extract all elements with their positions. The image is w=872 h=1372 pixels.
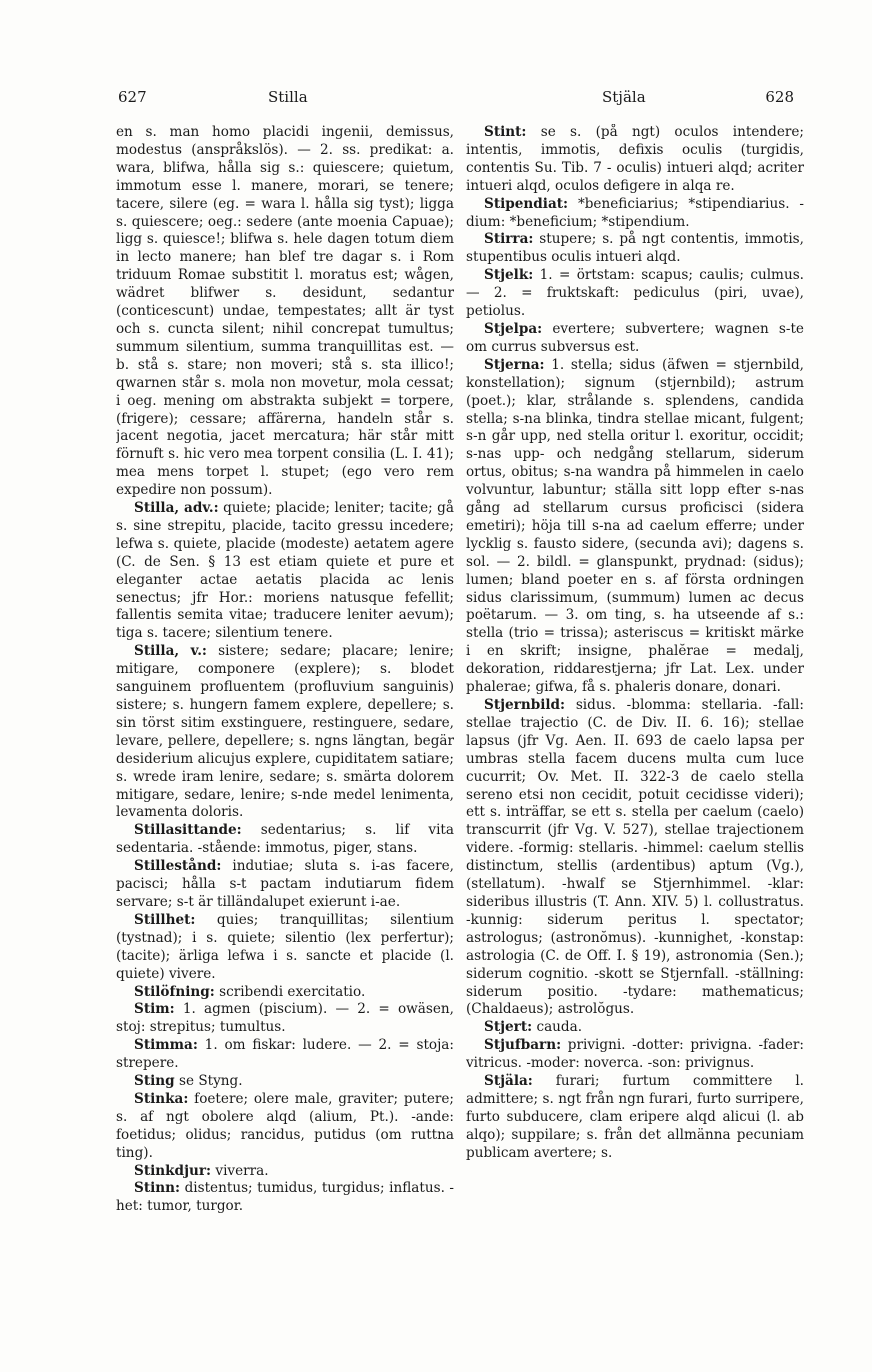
dictionary-entry: [466, 267, 804, 321]
entry-definition: sistere; sedare; placare; lenire; mitigare, componere (explere); s. blodet sanguinem profluentem (profluvium sanguinis) sistere; s. hungern famem explere, depellere; s. sin törst sitim exstinguere, restinguere, sedare, levare, pellere, depellere; s. ngns längtan, begär desiderium alicujus explere, cupiditatem satiare; s. wrede iram lenire, sedare; s. smärta dolorem mitigare, sedare, lenire; s-nde medel lenimenta, levamenta doloris.: [116, 643, 454, 821]
dictionary-entry: [116, 858, 454, 912]
entry-definition: 1. om fiskar: ludere. — 2. = stoja: strepere.: [116, 1037, 454, 1072]
entry-headword: Stjernbild:: [484, 697, 566, 713]
dictionary-entry: [116, 1073, 454, 1091]
entry-headword: Stilöfning:: [134, 983, 215, 1000]
entry-definition: en s. man homo placidi ingenii, demissus, modestus (anspråkslös). — 2. ss. predikat: a. wara, blifwa, hålla sig s.: quiescere; quietum, immotum esse l. manere, morari, se tenere; tacere, silere (eg. = wara l. hålla sig tyst); ligga s. quiescere; oeg.: sedere (ante moenia Capuae); ligg s. quiesce!; blifwa s. hele dagen totum diem in lecto manere; han blef tre dagar s. i Rom triduum Romae substitit l. moratus est; wågen, wädret blifwer s. desidunt, sedantur (conticescunt) undae, tempestates; allt är tyst och s. cuncta silent; nihil concrepat tumultus; summum silentium, summa tranquillitas est. — b. stå s. stare; non moveri; stå s. sta illico!; qwarnen står s. mola non movetur, mola cessat; i oeg. mening om abstrakta subjekt = torpere, (frigere); cessare; affärerna, handeln står s. jacent negotia, jacet mercatura; här står mitt förnuft s. hic vero mea torpent consilia (L. I. 41); mea mens torpet l. stupet; (ego vero rem expedire non possum).: [116, 124, 454, 499]
entry-headword: Stillasittande:: [134, 822, 242, 839]
dictionary-entry: [116, 1001, 454, 1037]
dictionary-entry: [466, 196, 804, 232]
entry-headword: Stillhet:: [134, 911, 196, 928]
dictionary-entry: [116, 912, 454, 984]
page-number-left: 627: [118, 88, 147, 106]
entry-headword: Stjelk:: [484, 267, 534, 284]
entry-headword: Stilla, adv.:: [134, 500, 219, 517]
dictionary-entry: [116, 500, 454, 643]
running-head-right: Stjäla: [602, 88, 646, 106]
dictionary-entry: [466, 321, 804, 357]
dictionary-entry: [116, 1180, 454, 1216]
entry-definition: viverra.: [215, 1162, 269, 1179]
entry-definition: evertere; subvertere; wagnen s-te om currus subversus est.: [466, 320, 804, 355]
entry-headword: Stinkdjur:: [134, 1162, 212, 1179]
entry-definition: cauda.: [536, 1019, 583, 1036]
entry-definition: quies; tranquillitas; silentium (tystnad); i s. quiete; silentio (lex perfertur); (tacite); ärliga lefwa i s. sancte et placide (l. quiete) vivere.: [116, 911, 454, 982]
entry-definition: sedentarius; s. lif vita sedentaria. -stående: immotus, piger, stans.: [116, 822, 454, 857]
dictionary-entry: [466, 1019, 804, 1037]
running-head-left: Stilla: [268, 88, 308, 106]
entry-headword: Sting: [134, 1073, 175, 1090]
entry-definition: 1. = örtstam: scapus; caulis; culmus. — 2. = fruktskaft: pediculus (piri, uvae), petiolus.: [466, 267, 804, 320]
entry-definition: *beneficiarius; *stipendiarius. -dium: *beneficium; *stipendium.: [466, 195, 804, 230]
entry-headword: Stjäla:: [484, 1073, 533, 1090]
entry-definition: 1. stella; sidus (äfwen = stjernbild, konstellation); signum (stjernbild); astrum (poet.); klar, strålande s. splendens, candida stella; s-na blinka, tindra stellae micant, fulgent; s-n går upp, ned stella oritur l. exoritur, occidit; s-nas upp- och nedgång stellarum, siderum ortus, obitus; s-na wandra på himmelen in caelo volvuntur, labuntur; ställa sitt lopp efter s-nas gång ad stellarum cursus proficisci (sidera emetiri); höja till s-na ad caelum efferre; under lycklig s. fausto sidere, (secunda avi); dagens s. sol. — 2. bildl. = glanspunkt, prydnad: (sidus); lumen; bland poeter en s. af första ordningen sidus clarissimum, (summum) lumen ac decus poëtarum. — 3. om ting, s. ha utseende af s.: stella (trio = trissa); asteriscus = kritiskt märke i en skrift; insigne, phalĕrae = medalj, dekoration, riddarestjerna; jfr Lat. Lex. under phalerae; gifwa, få s. phaleris donare, donari.: [466, 356, 804, 696]
entry-headword: Stjelpa:: [484, 320, 543, 337]
entry-definition: sidus. -blomma: stellaria. -fall: stellae trajectio (C. de Div. II. 6. 16); stellae lapsus (jfr Vg. Aen. II. 693 de caelo lapsa per umbras stella facem ducens multa cum luce cucurrit; Ov. Met. II. 322-3 de caelo stella sereno etsi non cecidit, potuit cecidisse videri); ett s. inträffar, se ett s. stella per caelum (caelo) transcurrit (jfr Vg. V. 527), stellae trajectionem videre. -formig: stellaris. -himmel: caelum stellis distinctum, stellis (ardentibus) aptum (Vg.), (stellatum). -hwalf se Stjernhimmel. -klar: sideribus illustris (T. Ann. XIV. 5) l. collustratus. -kunnig: siderum peritus l. spectator; astrologus; (astronŏmus). -kunnighet, -konstap: astrologia (C. de Off. I. § 19), astronomia (Sen.); siderum cognitio. -skott se Stjernfall. -ställning: siderum positio. -tydare: mathematicus; (Chaldaeus); astrolŏgus.: [466, 697, 804, 1018]
entry-headword: Stimma:: [134, 1037, 198, 1054]
entry-definition: stupere; s. på ngt contentis, immotis, stupentibus oculis intueri alqd.: [466, 231, 804, 266]
entry-definition: se Styng.: [178, 1073, 243, 1090]
entry-headword: Stint:: [484, 124, 527, 140]
entry-headword: Stilla, v.:: [134, 643, 207, 660]
entry-headword: Stim:: [134, 1001, 175, 1018]
dictionary-entry: [466, 124, 804, 196]
entry-headword: Stinn:: [134, 1180, 181, 1197]
entry-definition: scribendi exercitatio.: [219, 983, 366, 1000]
dictionary-entry: [116, 643, 454, 822]
entry-definition: foetere; olere male, graviter; putere; s. af ngt obolere alqd (alium, Pt.). -ande: foetidus; olidus; rancidus, putidus (om ruttna ting).: [116, 1090, 454, 1161]
dictionary-entry: [116, 1037, 454, 1073]
entry-definition: 1. agmen (piscium). — 2. = owäsen, stoj: strepitus; tumultus.: [116, 1001, 454, 1036]
entry-headword: Stjert:: [484, 1019, 533, 1036]
entry-headword: Stipendiat:: [484, 195, 569, 212]
dictionary-entry: [116, 124, 454, 500]
dictionary-entry: [116, 1163, 454, 1181]
page-header: [118, 88, 794, 112]
left-column: [116, 124, 454, 1234]
page-number-right: 628: [765, 88, 794, 106]
dictionary-entry: [466, 1037, 804, 1073]
entry-headword: Stjufbarn:: [484, 1037, 562, 1054]
dictionary-entry: [466, 357, 804, 697]
entry-headword: Stjerna:: [484, 356, 545, 373]
dictionary-entry: [116, 1091, 454, 1163]
entry-headword: Stirra:: [484, 231, 534, 248]
entry-headword: Stinka:: [134, 1090, 189, 1107]
right-column: [466, 124, 804, 1234]
entry-definition: se s. (på ngt) oculos intendere; intentis, immotis, defixis oculis (turgidis, contentis Su. Tib. 7 - oculis) intueri alqd; acriter intueri alqd, oculos defigere in alqa re.: [466, 124, 804, 194]
entry-definition: privigni. -dotter: privigna. -fader: vitricus. -moder: noverca. -son: privignus.: [466, 1037, 804, 1072]
entry-headword: Stillestånd:: [134, 858, 222, 875]
entry-definition: distentus; tumidus, turgidus; inflatus. -het: tumor, turgor.: [116, 1180, 454, 1215]
entry-definition: quiete; placide; leniter; tacite; gå s. sine strepitu, placide, tacito gressu incedere; lefwa s. quiete, placide (modeste) aetatem agere (C. de Sen. § 13 est etiam quiete et pure et eleganter actae aetatis placida ac lenis senectus; jfr Hor.: moriens natusque fefellit; fallentis semita vitae; traducere leniter aevum); tiga s. tacere; silentium tenere.: [116, 500, 454, 642]
dictionary-entry: [466, 1073, 804, 1163]
entry-definition: furari; furtum committere l. admittere; s. ngt från ngn furari, furto surripere, furto subducere, clam eripere alqd alicui (l. ab alqo); suppilare; s. från det allmänna pecuniam publicam avertere; s.: [466, 1073, 804, 1161]
dictionary-entry: [466, 231, 804, 267]
dictionary-entry: [466, 697, 804, 1019]
dictionary-entry: [116, 984, 454, 1002]
dictionary-entry: [116, 822, 454, 858]
entry-definition: indutiae; sluta s. i-as facere, pacisci; hålla s-t pactam indutiarum fidem servare; s-t är tilländalupet exierunt i-ae.: [116, 858, 454, 910]
